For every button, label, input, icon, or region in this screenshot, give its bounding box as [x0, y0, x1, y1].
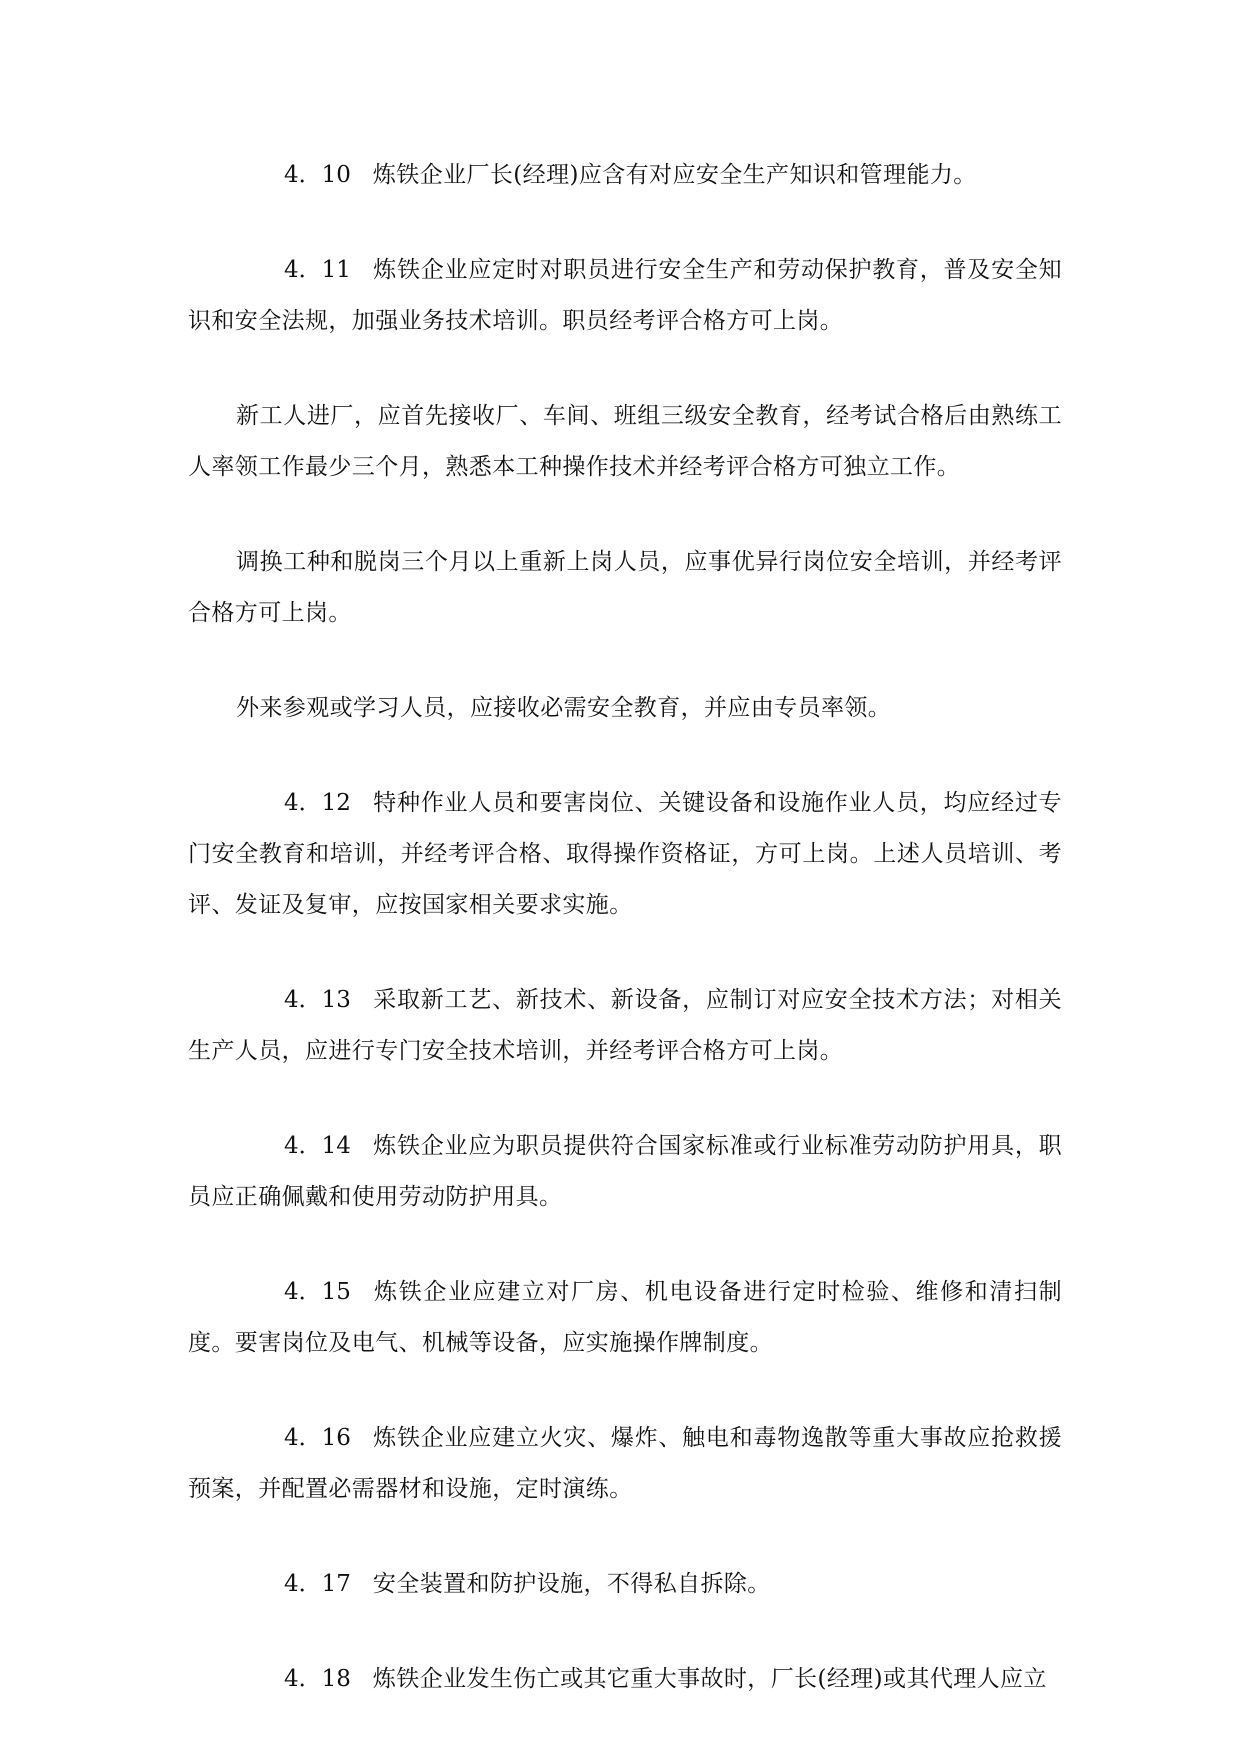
paragraph-text: 炼铁企业应为职员提供符合国家标准或行业标准劳动防护用具，职员应正确佩戴和使用劳动防护用具。: [188, 1133, 1062, 1210]
paragraph-text: 调换工种和脱岗三个月以上重新上岗人员，应事优异行岗位安全培训，并经考评合格方可上岗。: [188, 549, 1062, 626]
clause-number: 4．10: [284, 162, 351, 188]
clause-number: 4．17: [284, 1571, 351, 1597]
paragraph-text: 炼铁企业应建立火灾、爆炸、触电和毒物逸散等重大事故应抢救援预案，并配置必需器材和设施，定时演练。: [188, 1425, 1062, 1502]
paragraph-4-12: [188, 778, 1062, 931]
paragraph-text: 外来参观或学习人员，应接收必需安全教育，并应由专员率领。: [236, 695, 892, 721]
paragraph-text: 新工人进厂，应首先接收厂、车间、班组三级安全教育，经考试合格后由熟练工人率领工作最少三个月，熟悉本工种操作技术并经考评合格方可独立工作。: [188, 403, 1062, 480]
clause-number: 4．11: [284, 257, 351, 283]
document-body: [188, 150, 1062, 1749]
paragraph-text: 采取新工艺、新技术、新设备，应制订对应安全技术方法；对相关生产人员，应进行专门安全技术培训，并经考评合格方可上岗。: [188, 987, 1062, 1064]
clause-number: 4．18: [284, 1666, 351, 1692]
paragraph-4-16: [188, 1413, 1062, 1515]
paragraph-4-11: [188, 245, 1062, 347]
paragraph-4-18: [188, 1654, 1062, 1705]
paragraph-4-17: [188, 1559, 1062, 1610]
paragraph-4-15: [188, 1267, 1062, 1369]
clause-number: 4．14: [284, 1133, 351, 1159]
paragraph-new-workers: [188, 391, 1062, 493]
paragraph-text: 特种作业人员和要害岗位、关键设备和设施作业人员，均应经过专门安全教育和培训，并经考评合格、取得操作资格证，方可上岗。上述人员培训、考评、发证及复审，应按国家相关要求实施。: [188, 790, 1062, 918]
paragraph-text: 安全装置和防护设施，不得私自拆除。: [372, 1571, 771, 1597]
paragraph-text: 炼铁企业应定时对职员进行安全生产和劳动保护教育，普及安全知识和安全法规，加强业务技术培训。职员经考评合格方可上岗。: [188, 257, 1062, 334]
clause-number: 4．16: [284, 1425, 351, 1451]
paragraph-4-13: [188, 975, 1062, 1077]
paragraph-4-10: [188, 150, 1062, 201]
paragraph-job-transfer: [188, 537, 1062, 639]
paragraph-4-14: [188, 1121, 1062, 1223]
paragraph-text: 炼铁企业发生伤亡或其它重大事故时，厂长(经理)或其代理人应立: [372, 1666, 1047, 1692]
paragraph-text: 炼铁企业厂长(经理)应含有对应安全生产知识和管理能力。: [372, 162, 977, 188]
paragraph-text: 炼铁企业应建立对厂房、机电设备进行定时检验、维修和清扫制度。要害岗位及电气、机械等设备，应实施操作牌制度。: [188, 1279, 1062, 1356]
clause-number: 4．13: [284, 987, 351, 1013]
clause-number: 4．12: [284, 790, 351, 816]
paragraph-visitors: [188, 683, 1062, 734]
clause-number: 4．15: [284, 1279, 351, 1305]
